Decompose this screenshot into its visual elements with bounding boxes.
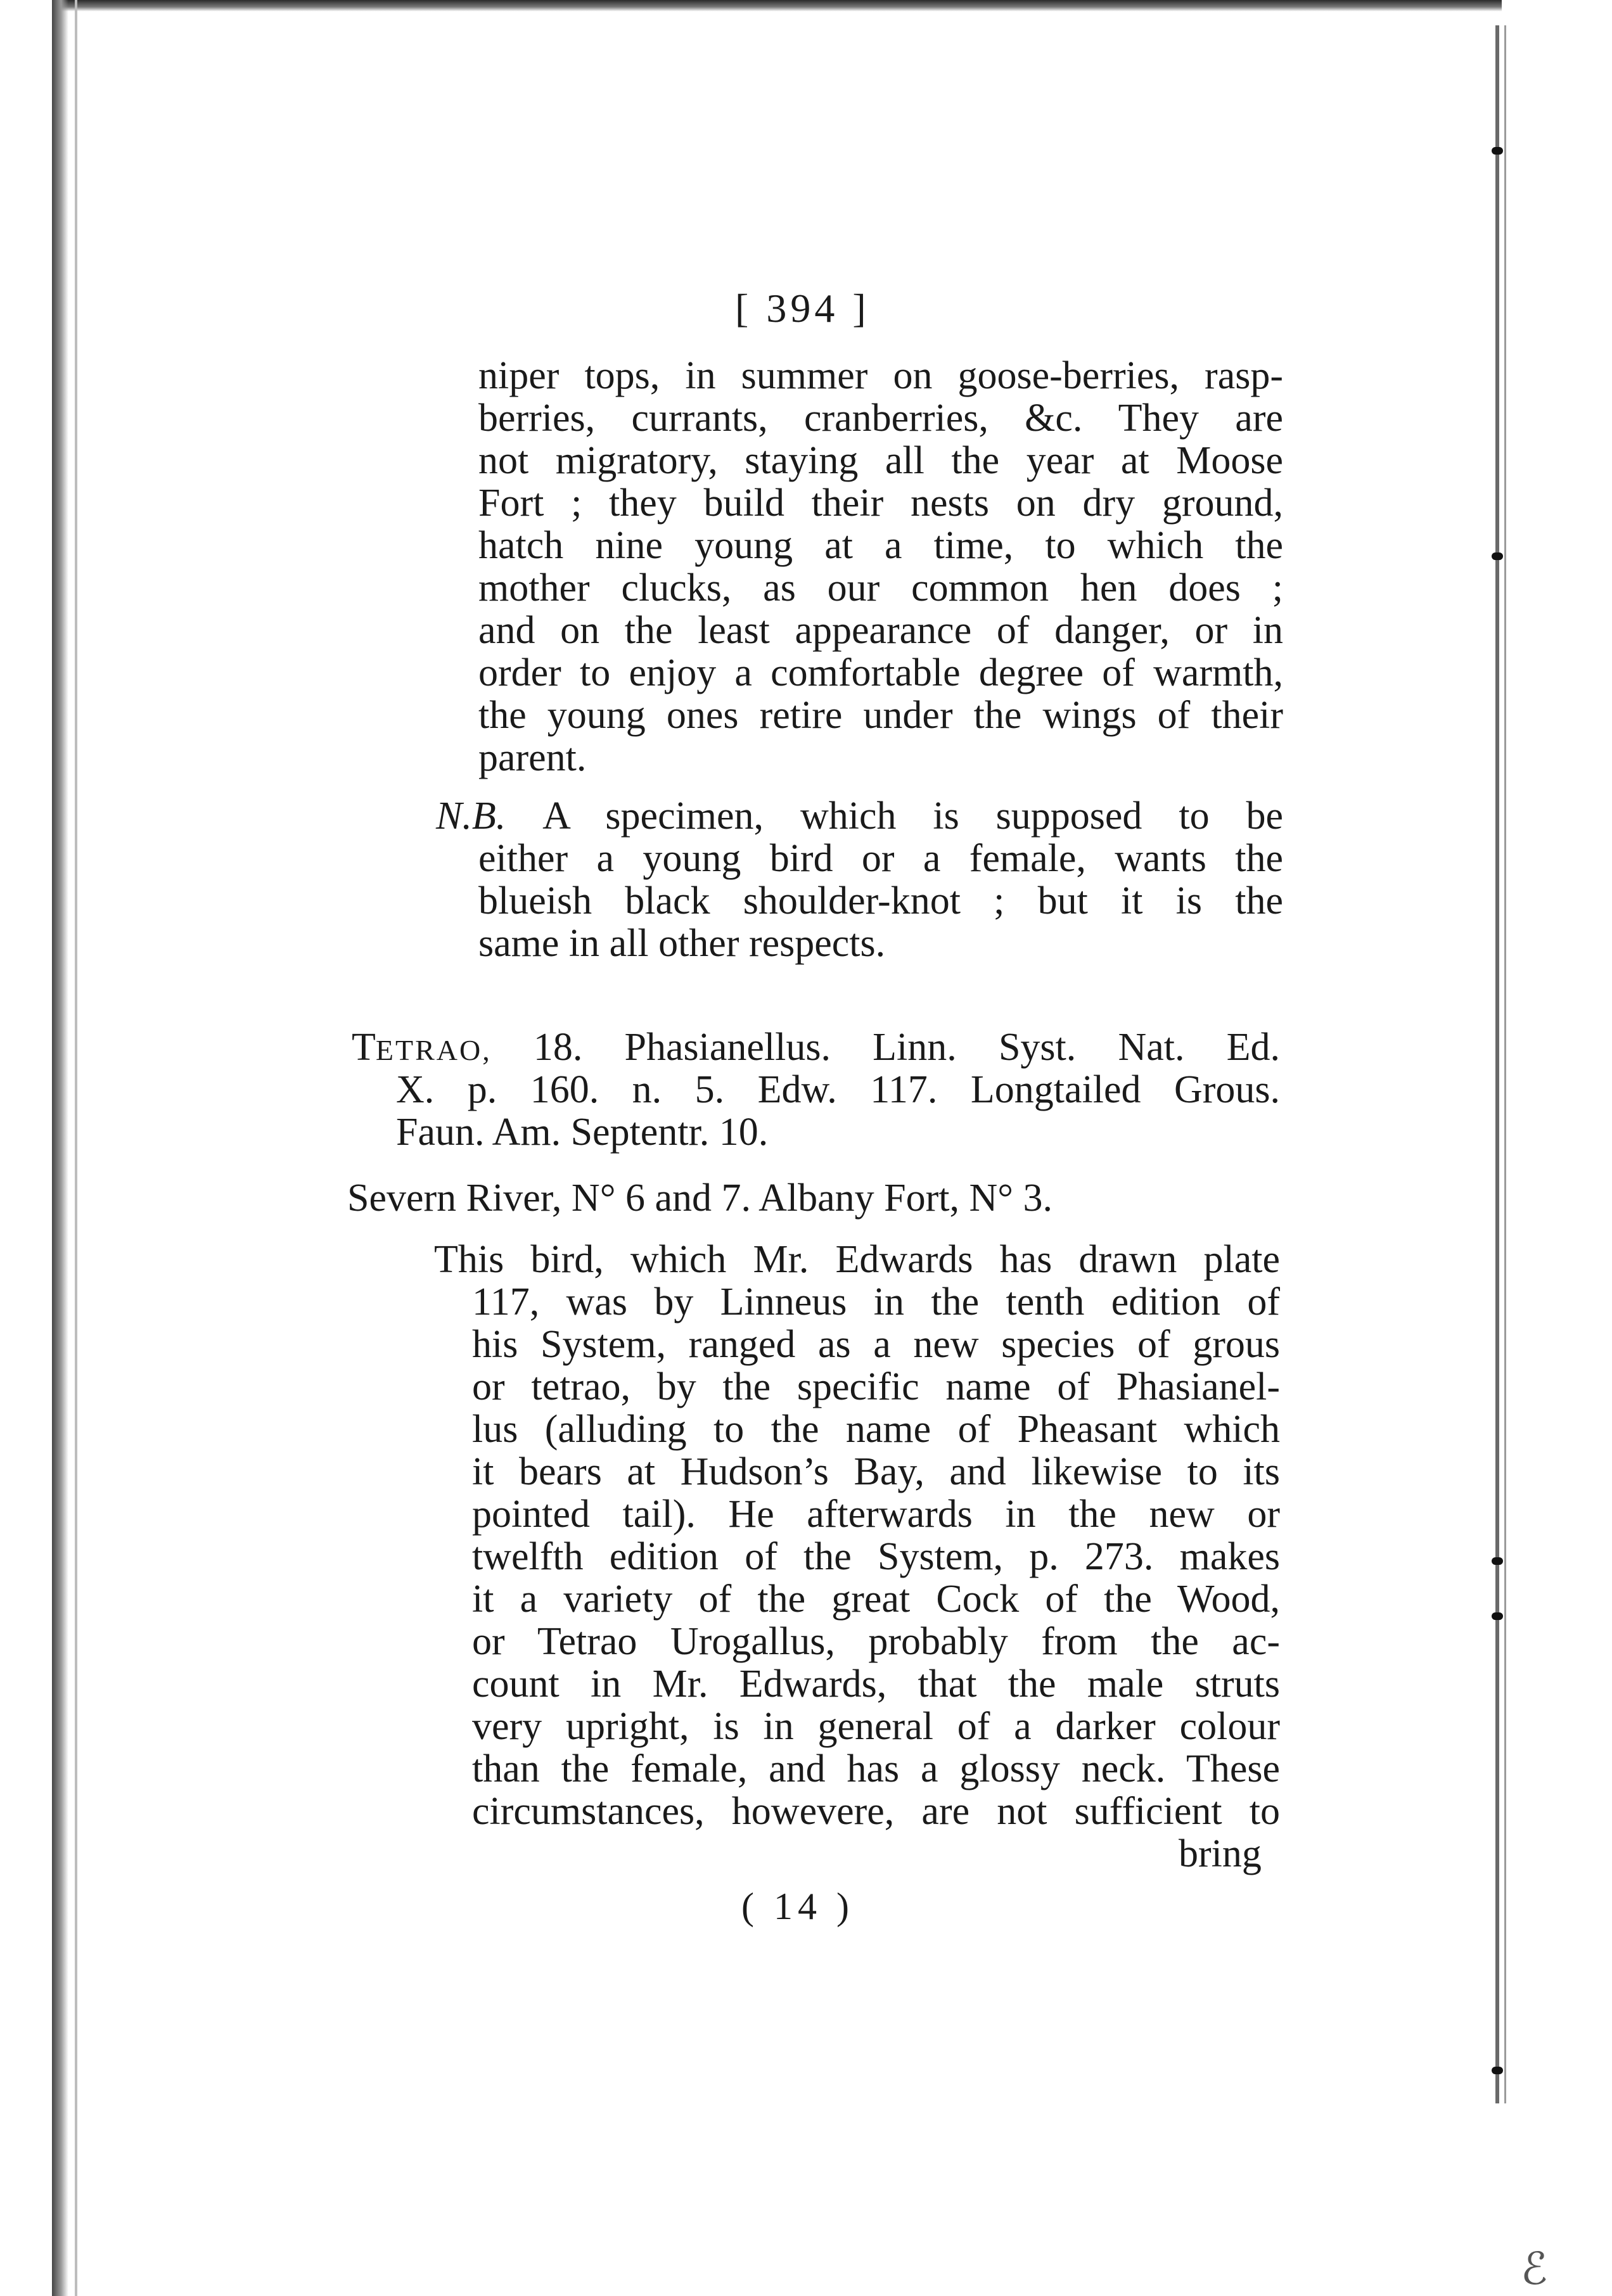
- text-line: berries, currants, cranberries, &c. They are: [478, 397, 1283, 440]
- text-line: or tetrao, by the specific name of Phasianel-: [472, 1365, 1280, 1408]
- entry-text: 18. Phasianellus. Linn. Syst. Nat. Ed.: [533, 1026, 1281, 1069]
- page-binding-line: [75, 0, 77, 2296]
- page-right-edge-line: [1504, 25, 1506, 2103]
- text-line: count in Mr. Edwards, that the male struts: [472, 1662, 1280, 1706]
- text-line: or Tetrao Urogallus, probably from the ac-: [472, 1620, 1280, 1663]
- text-line: order to enjoy a comfortable degree of warmth,: [478, 651, 1283, 694]
- genus-name: ETRAO,: [375, 1034, 492, 1066]
- text-line: the young ones retire under the wings of their: [478, 694, 1283, 737]
- text-line: same in all other respects.: [478, 922, 886, 965]
- page-top-edge: [57, 0, 1502, 11]
- text-line: than the female, and has a glossy neck. These: [472, 1747, 1280, 1790]
- text-line: niper tops, in summer on goose-berries, rasp-: [478, 354, 1283, 397]
- text-line: lus (alluding to the name of Pheasant which: [472, 1408, 1280, 1451]
- catchword: bring: [1179, 1832, 1262, 1875]
- text-line: pointed tail). He afterwards in the new or: [472, 1493, 1280, 1536]
- edge-nick: [1492, 1557, 1503, 1565]
- text-line: parent.: [478, 736, 587, 779]
- corner-mark: ℰ: [1521, 2245, 1548, 2294]
- page-binding-edge: [52, 0, 68, 2296]
- text-line: hatch nine young at a time, to which the: [478, 524, 1283, 567]
- text-line: it bears at Hudson’s Bay, and likewise to its: [472, 1450, 1280, 1493]
- edge-nick: [1492, 552, 1503, 560]
- page-header: [ 394 ]: [735, 286, 870, 331]
- edge-nick: [1492, 1612, 1503, 1620]
- location-line: Severn River, N° 6 and 7. Albany Fort, N° 3.: [347, 1177, 1053, 1220]
- text-line: either a young bird or a female, wants the: [478, 837, 1283, 880]
- text-line: This bird, which Mr. Edwards has drawn plate: [434, 1238, 1280, 1281]
- text-line: blueish black shoulder-knot ; but it is the: [478, 879, 1283, 922]
- page-right-edge: [1495, 25, 1499, 2103]
- text-line: it a variety of the great Cock of the Wood,: [472, 1578, 1280, 1621]
- text-line: 117, was by Linneus in the tenth edition of: [472, 1280, 1280, 1323]
- edge-nick: [1492, 147, 1503, 155]
- text-line: very upright, is in general of a darker colour: [472, 1705, 1280, 1748]
- text-line: Fort ; they build their nests on dry ground,: [478, 482, 1283, 525]
- text-line: and on the least appearance of danger, or in: [478, 609, 1283, 652]
- text-line: not migratory, staying all the year at Moose: [478, 439, 1283, 482]
- text-line: Faun. Am. Septentr. 10.: [396, 1111, 769, 1154]
- text-line: mother clucks, as our common hen does ;: [478, 566, 1283, 609]
- nb-label: N.B.: [436, 794, 506, 838]
- text-line: twelfth edition of the System, p. 273. makes: [472, 1535, 1280, 1578]
- nb-text: A specimen, which is supposed to be: [542, 794, 1283, 838]
- text-line: his System, ranged as a new species of grous: [472, 1323, 1280, 1366]
- text-line: circumstances, howevere, are not sufficient to: [472, 1790, 1280, 1833]
- genus-initial: T: [352, 1026, 376, 1069]
- text-line: X. p. 160. n. 5. Edw. 117. Longtailed Grous.: [396, 1068, 1280, 1111]
- page-number: ( 14 ): [741, 1885, 854, 1927]
- edge-nick: [1492, 2067, 1503, 2074]
- entry-heading: [352, 1026, 1280, 1071]
- nb-first-line: [436, 795, 1283, 837]
